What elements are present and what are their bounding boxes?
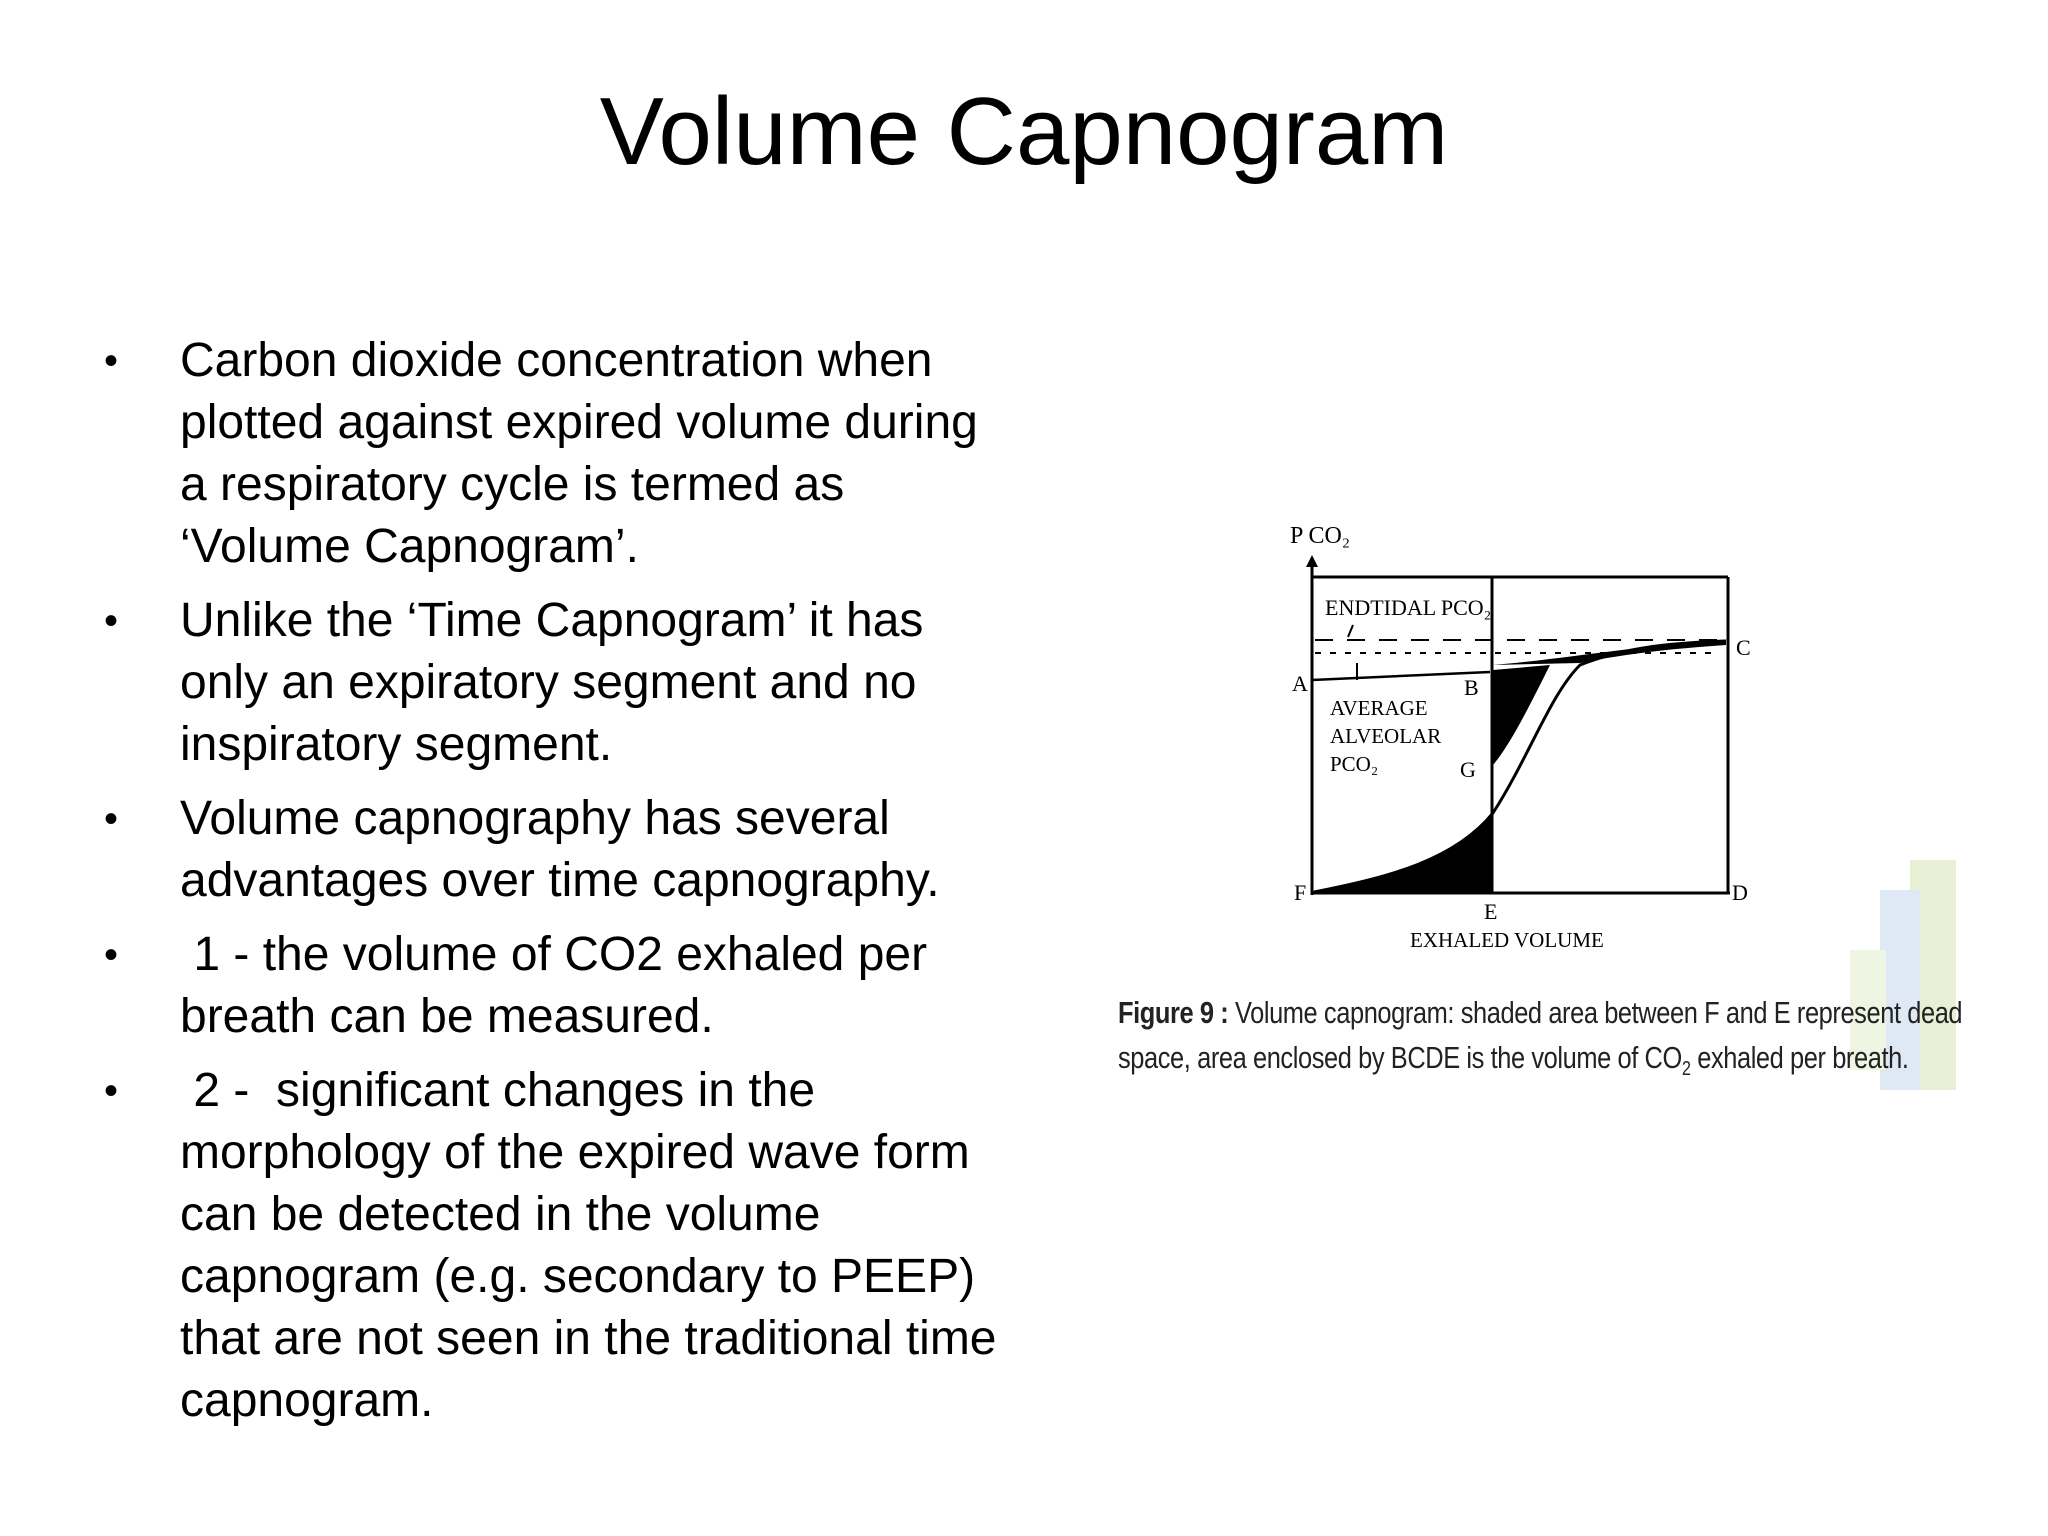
slide-title: Volume Capnogram <box>599 78 1449 185</box>
caption-text-1: Volume capnogram: shaded area between F and E represent dead <box>1228 995 1963 1030</box>
capnogram-diagram <box>1110 515 1970 995</box>
bullet-marker: • <box>104 1069 119 1113</box>
alveolar-label-line3: PCO₂ <box>1330 752 1379 776</box>
bullet-marker: • <box>104 599 119 643</box>
bullet-item <box>100 590 1000 776</box>
bullet-text: Volume capnography has several advantages over time capnography. <box>180 792 940 907</box>
bullet-text: 2 - significant changes in the morphology of the expired wave form can be detected in the volume capnogram (e.g. secondary to PEEP) that are not seen in the traditional time capnogram. <box>180 1064 1010 1427</box>
alveolar-label-line2: ALVEOLAR <box>1330 724 1442 748</box>
y-axis-arrow-icon <box>1306 555 1318 567</box>
point-g-label: G <box>1460 757 1476 782</box>
bullet-text: 1 - the volume of CO2 exhaled per breath can be measured. <box>180 928 941 1043</box>
bullet-item <box>100 788 1000 912</box>
caption-subscript: 2 <box>1681 1058 1691 1081</box>
bullet-item <box>100 330 1000 578</box>
caption-text-2a: space, area enclosed by BCDE is the volume of CO <box>1118 1040 1682 1075</box>
shaded-area-b <box>1493 665 1550 765</box>
caption-line-1 <box>1118 990 1963 1035</box>
point-d-label: D <box>1732 880 1748 905</box>
caption-line-2 <box>1118 1035 1963 1092</box>
caption-text-2b: exhaled per breath. <box>1690 1040 1909 1075</box>
bullet-marker: • <box>104 933 119 977</box>
bullet-item <box>100 1060 1010 1432</box>
point-b-label: B <box>1464 675 1479 700</box>
point-c-label: C <box>1736 635 1751 660</box>
figure-caption <box>1118 990 1963 1092</box>
bullet-text: Carbon dioxide concentration when plotted against expired volume during a respiratory cycle is termed as ‘Volume Capnogram’. <box>180 334 978 573</box>
y-axis-label: P CO₂ <box>1290 523 1351 549</box>
point-f-label: F <box>1294 880 1307 905</box>
dead-space-shaded-area <box>1314 815 1491 892</box>
bullet-marker: • <box>104 339 119 383</box>
alveolar-label-line1: AVERAGE <box>1330 696 1428 720</box>
endtidal-label: ENDTIDAL PCO₂ <box>1325 595 1492 620</box>
bullet-list <box>100 330 1010 1444</box>
bullet-marker: • <box>104 797 119 841</box>
x-axis-label: EXHALED VOLUME <box>1410 928 1604 952</box>
bullet-text: Unlike the ‘Time Capnogram’ it has only an expiratory segment and no inspiratory segment. <box>180 594 924 771</box>
point-e-label: E <box>1484 899 1498 924</box>
endtidal-arrow-icon <box>1348 625 1353 637</box>
point-a-label: A <box>1292 671 1308 696</box>
bullet-item <box>100 924 1000 1048</box>
caption-prefix: Figure 9 : <box>1118 995 1229 1030</box>
